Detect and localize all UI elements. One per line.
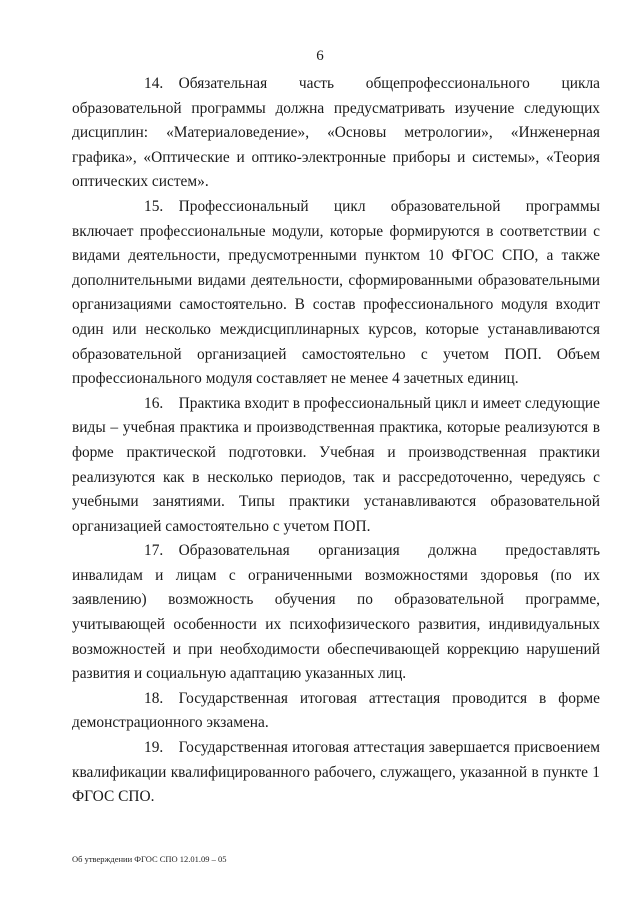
paragraph-18: 18. Государственная итоговая аттестация проводится в форме демонстрационного экзамена. — [72, 689, 600, 732]
paragraph-19: 19. Государственная итоговая аттестация завершается присвоением квалификации квалифицированного рабочего, служащего, указанной в пункте 1 ФГОС СПО. — [72, 739, 600, 806]
document-body — [72, 72, 600, 810]
paragraph-14: 14. Обязательная часть общепрофессионального цикла образовательной программы должна предусматривать изучение следующих дисциплин: «Материаловедение», «Основы метрологии», «Инженерная графика», «Оптические и оптико-электронные приборы и системы», «Теория оптических систем». — [72, 75, 600, 191]
paragraph-16: 16. Практика входит в профессиональный цикл и имеет следующие виды – учебная практика и производственная практика, которые реализуются в форме практической подготовки. Учебная и производственная практики реализуются как в несколько периодов, так и рассредоточенно, чередуясь с учебными занятиями. Типы практики устанавливаются образовательной организацией самостоятельно с учетом ПОП. — [72, 394, 600, 535]
page-number: 6 — [316, 48, 324, 64]
document-footer: Об утверждении ФГОС СПО 12.01.09 – 05 — [72, 854, 227, 864]
paragraph-15: 15. Профессиональный цикл образовательной программы включает профессиональные модули, которые формируются в соответствии с видами деятельности, предусмотренными пунктом 10 ФГОС СПО, а также дополнительными видами деятельности, сформированными образовательными организациями самостоятельно. В состав профессионального модуля входит один или несколько междисциплинарных курсов, которые устанавливаются образовательной организацией самостоятельно с учетом ПОП. Объем профессионального модуля составляет не менее 4 зачетных единиц. — [72, 197, 600, 388]
paragraph-17: 17. Образовательная организация должна предоставлять инвалидам и лицам с ограниченными возможностями здоровья (по их заявлению) возможность обучения по образовательной программе, учитывающей особенности их психофизического развития, индивидуальных возможностей и при необходимости обеспечивающей коррекцию нарушений развития и социальную адаптацию указанных лиц. — [72, 542, 600, 683]
